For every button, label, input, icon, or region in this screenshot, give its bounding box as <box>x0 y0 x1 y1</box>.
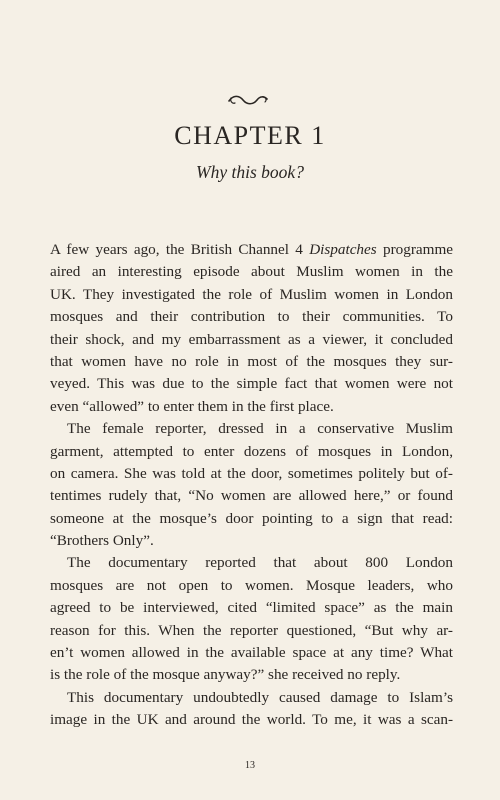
text-line <box>50 441 453 463</box>
text-segment: “Brothers Only”. <box>50 532 154 550</box>
chapter-subtitle: Why this book? <box>196 162 304 182</box>
text-segment: garment, attempted to enter dozens of mosques in London, <box>50 442 453 460</box>
text-line <box>50 709 453 731</box>
text-segment: agreed to be interviewed, cited “limited space” as the main <box>50 599 453 617</box>
text-line <box>50 418 453 440</box>
italic-title: Dispatches <box>309 241 377 258</box>
text-segment: on camera. She was told at the door, sometimes politely but of- <box>50 464 453 482</box>
text-segment: A few years ago, the British Channel 4 <box>50 241 310 258</box>
text-segment: is the role of the mosque anyway?” she received no reply. <box>50 666 401 684</box>
text-line <box>50 642 453 664</box>
text-segment: The female reporter, dressed in a conservative Muslim <box>67 420 453 438</box>
text-segment: their shock, and my embarrassment as a viewer, it concluded <box>50 330 453 348</box>
chapter-title: CHAPTER 1 <box>174 121 326 150</box>
body-text <box>50 239 453 732</box>
text-line <box>50 373 453 395</box>
text-line <box>50 508 453 530</box>
text-line <box>50 597 453 619</box>
text-segment: that women have no role in most of the mosques they sur- <box>50 352 453 370</box>
paragraph <box>50 239 453 418</box>
text-segment: someone at the mosque’s door pointing to a sign that read: <box>50 509 453 527</box>
text-segment: veyed. This was due to the simple fact that women were not <box>50 375 453 393</box>
text-line <box>50 687 453 709</box>
text-line <box>50 552 453 574</box>
text-line <box>50 329 453 351</box>
text-line <box>50 284 453 306</box>
text-line <box>50 530 453 552</box>
text-line <box>50 620 453 642</box>
text-segment: aired an interesting episode about Muslim women in the <box>50 263 453 281</box>
text-line <box>50 664 453 686</box>
text-line <box>50 485 453 507</box>
text-line <box>50 463 453 485</box>
paragraph <box>50 687 453 732</box>
text-segment: even “allowed” to enter them in the first place. <box>50 397 334 415</box>
text-segment: UK. They investigated the role of Muslim women in London <box>50 285 453 303</box>
text-line <box>50 351 453 373</box>
paragraph <box>50 552 453 686</box>
text-segment: mosques are not open to women. Mosque leaders, who <box>50 576 453 594</box>
text-line <box>50 306 453 328</box>
text-line <box>50 575 453 597</box>
text-segment: en’t women allowed in the available space at any time? What <box>50 644 453 662</box>
swash-ornament-icon <box>226 92 270 108</box>
paragraph <box>50 418 453 552</box>
text-line <box>50 239 453 261</box>
text-segment: The documentary reported that about 800 London <box>67 554 453 572</box>
page-number: 13 <box>245 760 255 771</box>
text-segment: reason for this. When the reporter questioned, “But why ar- <box>50 621 453 639</box>
text-segment: image in the UK and around the world. To me, it was a scan- <box>50 711 453 729</box>
text-segment: tentimes rudely that, “No women are allowed here,” or found <box>50 487 453 505</box>
text-segment: mosques and their contribution to their communities. To <box>50 308 453 326</box>
text-segment: programme <box>376 241 453 258</box>
text-line <box>50 396 453 418</box>
text-segment: This documentary undoubtedly caused damage to Islam’s <box>67 688 453 706</box>
text-line <box>50 261 453 283</box>
